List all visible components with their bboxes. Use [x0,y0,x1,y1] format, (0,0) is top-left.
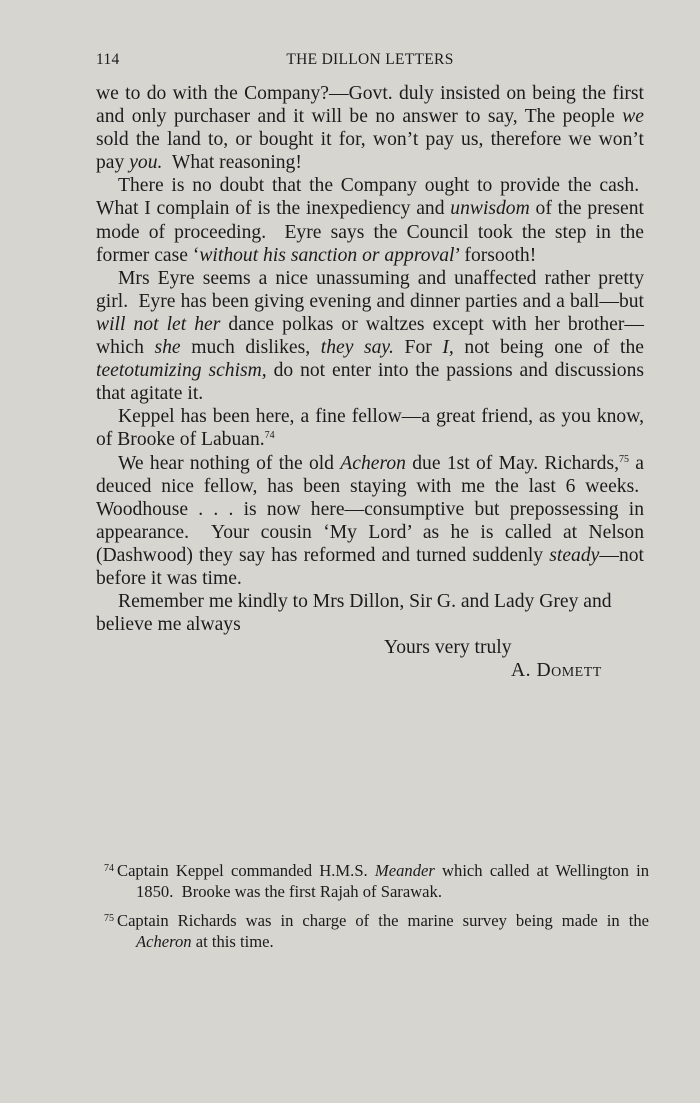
paragraph-4: Keppel has been here, a fine fellow—a great friend, as you know, of Brooke of Labuan.$^{74}$ [96,406,644,451]
letter-body [96,82,644,682]
paragraph-1: we to do with the Company?—Govt. duly insisted on being the first and only purchaser and it will be no answer to say, The people we sold the land to, or bought it for, won’t pay us, therefore we won’t pay you. What reasoning! [96,83,644,174]
paragraph-2: There is no doubt that the Company ought to provide the cash. What I complain of is the inexpediency and unwisdom of the present mode of proceeding. Eyre says the Council took the step in the former case ‘without his sanction or approval’ forsooth! [96,175,644,266]
paragraph-3: Mrs Eyre seems a nice unassuming and unaffected rather pretty girl. Eyre has been giving evening and dinner parties and a ball—but will not let her dance polkas or waltzes except with her brother—which she much dislikes, they say. For I, not being one of the teetotumizing schism, do not enter into the passions and discussions that agitate it. [96,267,644,405]
footnotes [96,859,649,959]
footnote-74: $^{74}$ Captain Keppel commanded H.M.S. Meander which called at Wellington in 1850. Brooke was the first Rajah of Sarawak. [104,861,649,901]
running-title: THE DILLON LETTERS [286,51,454,68]
footnote-ref-74[interactable]: 74 [264,430,275,442]
footnote-ref-75[interactable]: 75 [618,453,629,465]
paragraph-6: Remember me kindly to Mrs Dillon, Sir G. and Lady Grey and believe me always [96,591,612,636]
signature: A. Domett [511,660,602,682]
footnote-75: $^{75}$ Captain Richards was in charge of the marine survey being made in the Acheron at this time. [104,911,649,951]
paragraph-5: We hear nothing of the old Acheron due 1st of May. Richards,$^{75}$ a deuced nice fellow, has been staying with me the last 6 weeks. Woodhouse . . . is now here—consumptive but prepossessing in appearance. Your cousin ‘My Lord’ as he is called at Nelson (Dashwood) they say has reformed and turned suddenly steady—not before it was time. [96,452,644,589]
page-number: 114 [96,51,120,68]
sign-off [96,636,644,682]
closing-line: Yours very truly [384,637,512,659]
